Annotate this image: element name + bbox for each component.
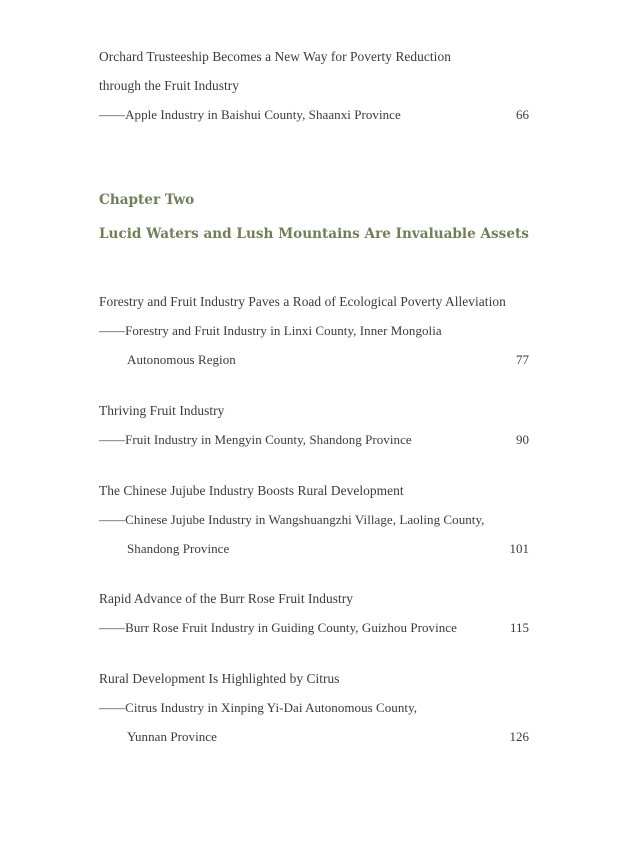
toc-entry-title: Orchard Trusteeship Becomes a New Way for Poverty Reduction: [99, 49, 451, 64]
toc-page-number: 101: [509, 541, 529, 556]
toc-entry-title: The Chinese Jujube Industry Boosts Rural Development: [99, 483, 404, 498]
toc-entry-title-cont: through the Fruit Industry: [99, 78, 240, 93]
toc-page-number: 77: [516, 352, 529, 367]
toc-page-number: 115: [509, 620, 529, 635]
toc-entry-subtitle: ——Fruit Industry in Mengyin County, Shandong Province: [99, 432, 412, 447]
toc-page-number: 90: [516, 432, 529, 447]
toc-entry-title: Rural Development Is Highlighted by Citrus: [99, 671, 340, 686]
toc-entry-subtitle: ——Apple Industry in Baishui County, Shaanxi Province: [99, 107, 401, 122]
toc-entry-subtitle: ——Forestry and Fruit Industry in Linxi County, Inner Mongolia: [99, 323, 442, 338]
toc-entry-subtitle: ——Citrus Industry in Xinping Yi-Dai Autonomous County,: [99, 700, 418, 715]
chapter-label: Chapter Two: [99, 192, 195, 208]
toc-entry-subtitle: ——Burr Rose Fruit Industry in Guiding County, Guizhou Province: [99, 620, 457, 635]
toc-entry-title: Rapid Advance of the Burr Rose Fruit Industry: [99, 591, 354, 606]
toc-entry-title: Forestry and Fruit Industry Paves a Road of Ecological Poverty Alleviation: [99, 294, 506, 309]
toc-entry-subtitle: ——Chinese Jujube Industry in Wangshuangzhi Village, Laoling County,: [99, 512, 485, 527]
toc-entry-subtitle-cont: Yunnan Province: [127, 729, 217, 744]
chapter-title: Lucid Waters and Lush Mountains Are Invaluable Assets: [99, 226, 529, 242]
toc-entry-subtitle-cont: Shandong Province: [127, 541, 230, 556]
toc-entry-title: Thriving Fruit Industry: [99, 403, 225, 418]
toc-entry-subtitle-cont: Autonomous Region: [127, 352, 236, 367]
toc-page-number: 66: [516, 107, 529, 122]
toc-page-number: 126: [509, 729, 529, 744]
